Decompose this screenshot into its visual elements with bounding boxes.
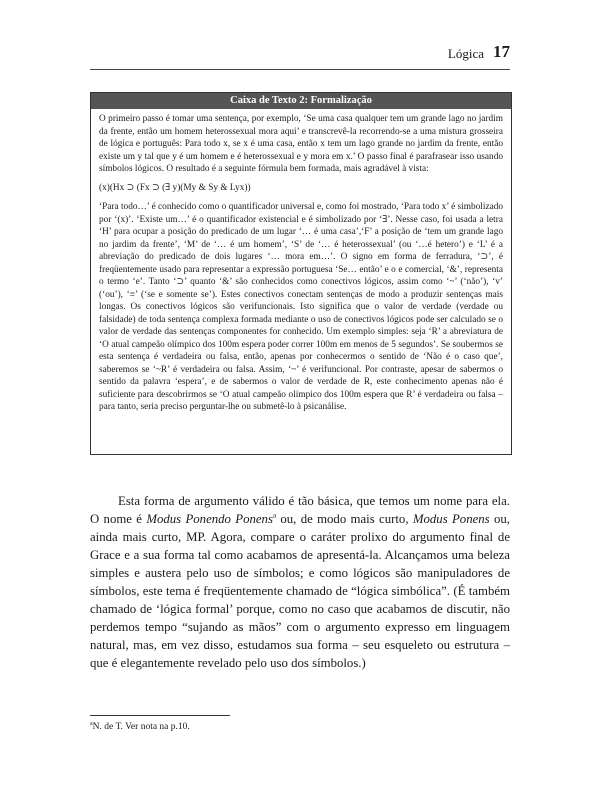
footnote-text: N. de T. Ver nota na p.10. bbox=[92, 722, 190, 733]
text-box bbox=[90, 92, 512, 455]
text-box-paragraph-2: ‘Para todo…’ é conhecido como o quantificador universal e, como foi mostrado, ‘Para todo x’ é simbolizado por ‘(x)’. ‘Existe um…’ é o quantificador existencial e é simbolizado por ‘∃’. Nesse caso, foi usada a letra ‘H’ para ocupar a posição do predicado de um lugar ‘… é uma casa’,‘F’ a posição de ‘tem um grande lago no jardim da frente’, ‘M’ de ‘… é um homem’, ‘S’ de ‘… é heterossexual’ (ou ‘…é hetero’) e ‘L’ é a abreviação do predicado de dois lugares ‘… mora em…’. O signo em forma de ferradura, ‘⊃’, é freqüentemente usado para representar a expressão portuguesa ‘Se… então’ e o e comercial, ‘&’, representa o termo ‘e’. Tanto ‘⊃’ quanto ‘&’ são conhecidos como conectivos lógicos, assim como ‘~’ (‘não’), ‘v’ (‘ou’), ‘≡’ (‘se e somente se’). Estes conectivos conectam sentenças de modo a produzir sentenças mais longas. Os conectivos lógicos são verifuncionais. Isto significa que o valor de verdade (verdade ou falsidade) de toda sentença complexa formada mediante o uso de conectivos lógicos pode ser calculado se o valor de verdade das sentenças componentes for conhecido. Um exemplo simples: seja ‘R’ a abreviatura de ‘O atual campeão olímpico dos 100m espera poder correr 100m em menos de 5 segundos’. Se soubermos se esta sentença é verdadeira ou falsa, então, apenas por conhecermos o sentido de ‘Não é o caso que’, saberemos se ‘~R’ é verdadeira ou falsa. Assim, ‘~’ é verifuncional. Por contraste, apesar de sabermos o sentido da palavra ‘espera’, e de sabermos o valor de verdade de R, este conhecimento apenas não é suficiente para descobrirmos se ‘O atual campeão olímpico dos 100m espera que R’ é verdadeira ou falsa – para tanto, seria preciso perguntar-lhe ou submetê-lo à psicanálise. bbox=[99, 202, 503, 412]
text-box-paragraph-1: O primeiro passo é tomar uma sentença, por exemplo, ‘Se uma casa qualquer tem um grande lago no jardim da frente, então um homem heterossexual mora aqui’ e transcrevê-la recorrendo-se a uma mistura grosseira de lógica e português: Para todo x, se x é uma casa, então x tem um lago grande no jardim da frente, então existe um y tal que y é um homem e é heterossexual e y mora em x.’ O passo final é parafrasear isso usando símbolos lógicos. O resultado é a seguinte fórmula bem formada, mais agradável à vista: bbox=[99, 114, 503, 174]
text-box-body bbox=[91, 109, 511, 414]
running-header-section: Lógica bbox=[447, 46, 484, 61]
header-rule bbox=[90, 69, 510, 70]
footnote-marker: a bbox=[272, 511, 277, 520]
body-italic-1: Modus Ponendo Ponens bbox=[146, 512, 273, 526]
body-text-1: Esta forma de argumento válido é tão básica, que temos um nome para ela. O nome é bbox=[90, 494, 510, 526]
body-text-2: ou, de modo mais curto, bbox=[276, 512, 413, 526]
footnote-rule bbox=[90, 715, 230, 716]
text-box-title: Caixa de Texto 2: Formalização bbox=[91, 93, 511, 109]
footnote bbox=[90, 721, 190, 732]
body-paragraph bbox=[90, 492, 510, 672]
body-text-3: ou, ainda mais curto, MP. Agora, compare o caráter prolixo do argumento final de Grace e a sua forma tal como acabamos de apresentá-la. Alcançamos uma beleza simples e austera pelo uso de símbolos; e como lógicos são manipuladores de símbolos, este tema é freqüentemente chamado de “lógica simbólica”. (É também chamado de ‘lógica formal’ porque, como no caso que acabamos de discutir, não perdemos tempo “sujando as mãos” com o argumento expresso em linguagem natural, mas, em vez disso, estudamos sua forma – seu esqueleto ou estrutura – que é elegantemente revelado pelo uso dos símbolos.) bbox=[90, 512, 510, 670]
body-italic-2: Modus Ponens bbox=[412, 512, 490, 526]
running-header bbox=[90, 40, 510, 66]
main-text bbox=[90, 492, 510, 672]
formula: (x)(Hx ⊃ (Fx ⊃ (∃ y)(My & Sy & Lyx)) bbox=[99, 182, 251, 193]
page-number: 17 bbox=[493, 42, 510, 61]
footnote-label: a bbox=[90, 721, 93, 727]
